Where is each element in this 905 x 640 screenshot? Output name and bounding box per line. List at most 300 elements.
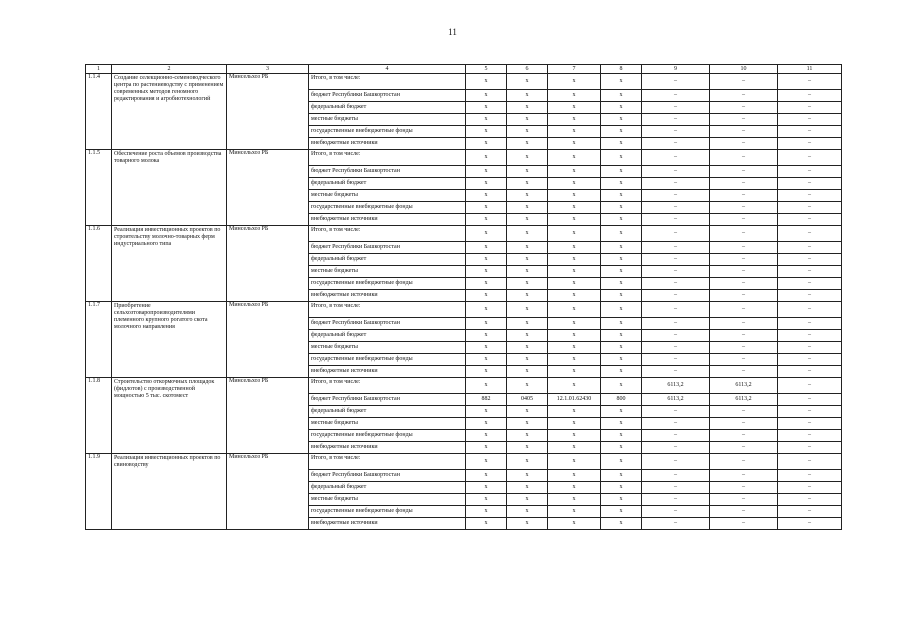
value-cell-c11: – [778, 202, 842, 214]
value-cell-c7: х [548, 378, 601, 394]
funding-source-label: Итого, в том числе: [309, 74, 466, 90]
header-row [86, 65, 842, 74]
value-cell-c9: – [642, 482, 710, 494]
value-cell-c6: х [507, 302, 548, 318]
value-cell-c5: х [466, 138, 507, 150]
value-cell-c5: х [466, 430, 507, 442]
value-cell-c10: – [710, 150, 778, 166]
value-cell-c9: – [642, 150, 710, 166]
value-cell-c5: х [466, 366, 507, 378]
value-cell-c7: х [548, 266, 601, 278]
value-cell-c5: х [466, 254, 507, 266]
value-cell-c5: х [466, 278, 507, 290]
value-cell-c11: – [778, 394, 842, 406]
value-cell-c7: х [548, 342, 601, 354]
value-cell-c9: 6113,2 [642, 394, 710, 406]
value-cell-c9: – [642, 406, 710, 418]
value-cell-c10: – [710, 102, 778, 114]
value-cell-c5: х [466, 166, 507, 178]
value-cell-c9: – [642, 254, 710, 266]
value-cell-c11: – [778, 494, 842, 506]
value-cell-c5: х [466, 90, 507, 102]
value-cell-c9: – [642, 166, 710, 178]
funding-source-label: внебюджетные источники [309, 138, 466, 150]
section-number: 1.1.4 [86, 74, 112, 150]
value-cell-c11: – [778, 482, 842, 494]
section-title: Обеспечение роста объемов производства товарного молока [112, 150, 227, 226]
value-cell-c8: х [601, 342, 642, 354]
value-cell-c10: – [710, 454, 778, 470]
value-cell-c8: х [601, 202, 642, 214]
funding-source-label: бюджет Республики Башкортостан [309, 242, 466, 254]
value-cell-c8: х [601, 318, 642, 330]
value-cell-c7: х [548, 418, 601, 430]
value-cell-c7: х [548, 482, 601, 494]
value-cell-c7: х [548, 366, 601, 378]
value-cell-c5: х [466, 454, 507, 470]
value-cell-c11: – [778, 150, 842, 166]
value-cell-c7: х [548, 166, 601, 178]
header-cell: 4 [309, 65, 466, 74]
value-cell-c6: х [507, 114, 548, 126]
value-cell-c7: х [548, 302, 601, 318]
value-cell-c7: х [548, 330, 601, 342]
value-cell-c7: х [548, 506, 601, 518]
page-number: 11 [448, 27, 457, 37]
section-title: Приобретение сельхозтоваропроизводителями племенного крупного рогатого скота молочного направления [112, 302, 227, 378]
value-cell-c11: – [778, 318, 842, 330]
value-cell-c9: – [642, 518, 710, 530]
funding-source-label: внебюджетные источники [309, 518, 466, 530]
value-cell-c6: х [507, 90, 548, 102]
section-title: Создание селекционно-семеноводческого центра по растениеводству с применением современных методов геномного редактирования и агробиотехнологий [112, 74, 227, 150]
header-cell: 2 [112, 65, 227, 74]
value-cell-c10: – [710, 494, 778, 506]
value-cell-c8: х [601, 430, 642, 442]
header-cell: 11 [778, 65, 842, 74]
value-cell-c10: – [710, 242, 778, 254]
value-cell-c11: – [778, 102, 842, 114]
value-cell-c11: – [778, 90, 842, 102]
value-cell-c6: х [507, 470, 548, 482]
value-cell-c5: х [466, 242, 507, 254]
value-cell-c10: – [710, 254, 778, 266]
funding-source-label: государственные внебюджетные фонды [309, 202, 466, 214]
funding-source-label: местные бюджеты [309, 418, 466, 430]
value-cell-c10: – [710, 430, 778, 442]
table-row [86, 150, 842, 166]
funding-source-label: федеральный бюджет [309, 254, 466, 266]
funding-source-label: Итого, в том числе: [309, 226, 466, 242]
value-cell-c6: х [507, 418, 548, 430]
value-cell-c9: – [642, 302, 710, 318]
value-cell-c11: – [778, 302, 842, 318]
header-cell: 9 [642, 65, 710, 74]
value-cell-c9: – [642, 366, 710, 378]
value-cell-c10: – [710, 266, 778, 278]
value-cell-c10: – [710, 214, 778, 226]
value-cell-c10: – [710, 302, 778, 318]
value-cell-c9: – [642, 318, 710, 330]
value-cell-c9: – [642, 266, 710, 278]
value-cell-c11: – [778, 266, 842, 278]
value-cell-c11: – [778, 254, 842, 266]
value-cell-c9: – [642, 470, 710, 482]
value-cell-c5: х [466, 330, 507, 342]
value-cell-c9: – [642, 242, 710, 254]
value-cell-c8: х [601, 102, 642, 114]
value-cell-c6: х [507, 214, 548, 226]
value-cell-c5: х [466, 494, 507, 506]
value-cell-c7: х [548, 442, 601, 454]
value-cell-c7: х [548, 114, 601, 126]
value-cell-c10: – [710, 278, 778, 290]
value-cell-c11: – [778, 138, 842, 150]
value-cell-c7: х [548, 290, 601, 302]
value-cell-c5: х [466, 178, 507, 190]
value-cell-c7: х [548, 454, 601, 470]
value-cell-c8: 800 [601, 394, 642, 406]
value-cell-c8: х [601, 74, 642, 90]
value-cell-c8: х [601, 494, 642, 506]
value-cell-c5: х [466, 470, 507, 482]
value-cell-c5: х [466, 442, 507, 454]
value-cell-c10: – [710, 442, 778, 454]
value-cell-c6: х [507, 378, 548, 394]
value-cell-c6: х [507, 342, 548, 354]
value-cell-c5: х [466, 342, 507, 354]
funding-source-label: Итого, в том числе: [309, 150, 466, 166]
value-cell-c7: х [548, 430, 601, 442]
value-cell-c7: х [548, 406, 601, 418]
funding-source-label: местные бюджеты [309, 266, 466, 278]
funding-source-label: государственные внебюджетные фонды [309, 278, 466, 290]
value-cell-c10: 6113,2 [710, 394, 778, 406]
value-cell-c10: – [710, 126, 778, 138]
value-cell-c7: х [548, 494, 601, 506]
section-executor: Минсельхоз РБ [227, 454, 309, 530]
header-cell: 3 [227, 65, 309, 74]
funding-source-label: государственные внебюджетные фонды [309, 430, 466, 442]
value-cell-c6: х [507, 138, 548, 150]
value-cell-c6: х [507, 506, 548, 518]
value-cell-c9: – [642, 354, 710, 366]
value-cell-c11: – [778, 470, 842, 482]
value-cell-c8: х [601, 138, 642, 150]
value-cell-c10: – [710, 190, 778, 202]
value-cell-c6: х [507, 406, 548, 418]
header-cell: 10 [710, 65, 778, 74]
value-cell-c10: – [710, 418, 778, 430]
value-cell-c11: – [778, 454, 842, 470]
value-cell-c8: х [601, 366, 642, 378]
value-cell-c6: х [507, 150, 548, 166]
funding-source-label: федеральный бюджет [309, 482, 466, 494]
value-cell-c11: – [778, 442, 842, 454]
funding-source-label: государственные внебюджетные фонды [309, 354, 466, 366]
value-cell-c5: х [466, 126, 507, 138]
value-cell-c11: – [778, 190, 842, 202]
value-cell-c9: – [642, 290, 710, 302]
value-cell-c9: – [642, 138, 710, 150]
value-cell-c7: х [548, 90, 601, 102]
value-cell-c5: х [466, 418, 507, 430]
value-cell-c5: х [466, 354, 507, 366]
value-cell-c5: х [466, 290, 507, 302]
value-cell-c10: – [710, 138, 778, 150]
funding-source-label: федеральный бюджет [309, 330, 466, 342]
value-cell-c10: – [710, 366, 778, 378]
value-cell-c7: х [548, 470, 601, 482]
value-cell-c10: – [710, 290, 778, 302]
value-cell-c10: – [710, 342, 778, 354]
value-cell-c9: – [642, 330, 710, 342]
value-cell-c8: х [601, 278, 642, 290]
value-cell-c5: х [466, 266, 507, 278]
value-cell-c11: – [778, 214, 842, 226]
value-cell-c9: – [642, 454, 710, 470]
value-cell-c11: – [778, 518, 842, 530]
value-cell-c6: х [507, 442, 548, 454]
value-cell-c7: 12.1.01.62430 [548, 394, 601, 406]
value-cell-c11: – [778, 178, 842, 190]
value-cell-c6: х [507, 366, 548, 378]
value-cell-c10: – [710, 506, 778, 518]
section-number: 1.1.7 [86, 302, 112, 378]
value-cell-c6: х [507, 290, 548, 302]
funding-source-label: бюджет Республики Башкортостан [309, 90, 466, 102]
value-cell-c11: – [778, 126, 842, 138]
header-cell: 8 [601, 65, 642, 74]
value-cell-c11: – [778, 506, 842, 518]
value-cell-c10: – [710, 226, 778, 242]
section-executor: Минсельхоз РБ [227, 302, 309, 378]
funding-source-label: бюджет Республики Башкортостан [309, 166, 466, 178]
value-cell-c9: – [642, 430, 710, 442]
value-cell-c10: – [710, 74, 778, 90]
value-cell-c9: – [642, 442, 710, 454]
funding-source-label: Итого, в том числе: [309, 302, 466, 318]
value-cell-c11: – [778, 366, 842, 378]
value-cell-c7: х [548, 214, 601, 226]
header-cell: 1 [86, 65, 112, 74]
section-executor: Минсельхоз РБ [227, 74, 309, 150]
value-cell-c5: х [466, 482, 507, 494]
funding-source-label: федеральный бюджет [309, 178, 466, 190]
value-cell-c8: х [601, 518, 642, 530]
value-cell-c6: х [507, 178, 548, 190]
value-cell-c8: х [601, 418, 642, 430]
value-cell-c6: 0405 [507, 394, 548, 406]
funding-source-label: внебюджетные источники [309, 290, 466, 302]
value-cell-c8: х [601, 126, 642, 138]
header-cell: 5 [466, 65, 507, 74]
value-cell-c5: х [466, 506, 507, 518]
value-cell-c6: х [507, 518, 548, 530]
value-cell-c7: х [548, 150, 601, 166]
value-cell-c7: х [548, 178, 601, 190]
value-cell-c9: – [642, 494, 710, 506]
value-cell-c5: х [466, 190, 507, 202]
funding-source-label: Итого, в том числе: [309, 454, 466, 470]
value-cell-c7: х [548, 202, 601, 214]
value-cell-c6: х [507, 74, 548, 90]
value-cell-c9: – [642, 418, 710, 430]
value-cell-c7: х [548, 102, 601, 114]
funding-source-label: федеральный бюджет [309, 102, 466, 114]
value-cell-c8: х [601, 226, 642, 242]
value-cell-c5: х [466, 150, 507, 166]
value-cell-c9: – [642, 102, 710, 114]
value-cell-c8: х [601, 406, 642, 418]
value-cell-c9: – [642, 90, 710, 102]
funding-source-label: внебюджетные источники [309, 366, 466, 378]
value-cell-c7: х [548, 74, 601, 90]
section-executor: Минсельхоз РБ [227, 226, 309, 302]
value-cell-c6: х [507, 166, 548, 178]
value-cell-c9: – [642, 506, 710, 518]
value-cell-c8: х [601, 290, 642, 302]
value-cell-c11: – [778, 354, 842, 366]
value-cell-c9: – [642, 74, 710, 90]
value-cell-c10: – [710, 518, 778, 530]
funding-source-label: внебюджетные источники [309, 214, 466, 226]
value-cell-c11: – [778, 430, 842, 442]
value-cell-c8: х [601, 214, 642, 226]
header-cell: 6 [507, 65, 548, 74]
value-cell-c8: х [601, 150, 642, 166]
value-cell-c6: х [507, 254, 548, 266]
value-cell-c11: – [778, 226, 842, 242]
funding-source-label: Итого, в том числе: [309, 378, 466, 394]
section-executor: Минсельхоз РБ [227, 378, 309, 454]
header-cell: 7 [548, 65, 601, 74]
funding-source-label: местные бюджеты [309, 114, 466, 126]
value-cell-c10: – [710, 406, 778, 418]
value-cell-c11: – [778, 242, 842, 254]
value-cell-c10: – [710, 202, 778, 214]
funding-source-label: федеральный бюджет [309, 406, 466, 418]
value-cell-c6: х [507, 226, 548, 242]
value-cell-c5: х [466, 518, 507, 530]
value-cell-c6: х [507, 330, 548, 342]
value-cell-c8: х [601, 90, 642, 102]
value-cell-c8: х [601, 482, 642, 494]
value-cell-c7: х [548, 138, 601, 150]
value-cell-c8: х [601, 302, 642, 318]
value-cell-c6: х [507, 318, 548, 330]
table-row [86, 302, 842, 318]
section-title: Строительство откормочных площадок (фидлотов) с производственной мощностью 5 тыс. скотомест [112, 378, 227, 454]
table-row [86, 454, 842, 470]
value-cell-c7: х [548, 354, 601, 366]
value-cell-c10: 6113,2 [710, 378, 778, 394]
value-cell-c6: х [507, 430, 548, 442]
value-cell-c6: х [507, 190, 548, 202]
value-cell-c7: х [548, 190, 601, 202]
value-cell-c10: – [710, 178, 778, 190]
funding-source-label: бюджет Республики Башкортостан [309, 394, 466, 406]
value-cell-c9: – [642, 126, 710, 138]
value-cell-c7: х [548, 278, 601, 290]
value-cell-c5: х [466, 114, 507, 126]
value-cell-c7: х [548, 254, 601, 266]
value-cell-c6: х [507, 494, 548, 506]
value-cell-c10: – [710, 318, 778, 330]
value-cell-c11: – [778, 342, 842, 354]
value-cell-c5: 882 [466, 394, 507, 406]
value-cell-c8: х [601, 190, 642, 202]
value-cell-c5: х [466, 406, 507, 418]
section-number: 1.1.5 [86, 150, 112, 226]
value-cell-c8: х [601, 178, 642, 190]
value-cell-c6: х [507, 266, 548, 278]
section-number: 1.1.6 [86, 226, 112, 302]
value-cell-c9: 6113,2 [642, 378, 710, 394]
value-cell-c6: х [507, 278, 548, 290]
value-cell-c9: – [642, 214, 710, 226]
funding-source-label: местные бюджеты [309, 342, 466, 354]
value-cell-c8: х [601, 166, 642, 178]
value-cell-c10: – [710, 470, 778, 482]
value-cell-c8: х [601, 242, 642, 254]
value-cell-c10: – [710, 90, 778, 102]
value-cell-c7: х [548, 126, 601, 138]
value-cell-c5: х [466, 378, 507, 394]
value-cell-c8: х [601, 470, 642, 482]
value-cell-c5: х [466, 102, 507, 114]
value-cell-c11: – [778, 74, 842, 90]
value-cell-c11: – [778, 418, 842, 430]
value-cell-c11: – [778, 378, 842, 394]
value-cell-c5: х [466, 202, 507, 214]
value-cell-c6: х [507, 354, 548, 366]
value-cell-c8: х [601, 254, 642, 266]
value-cell-c9: – [642, 226, 710, 242]
value-cell-c11: – [778, 330, 842, 342]
funding-source-label: внебюджетные источники [309, 442, 466, 454]
value-cell-c6: х [507, 242, 548, 254]
value-cell-c10: – [710, 114, 778, 126]
value-cell-c10: – [710, 482, 778, 494]
table-row [86, 378, 842, 394]
table-row [86, 74, 842, 90]
funding-source-label: местные бюджеты [309, 494, 466, 506]
section-number: 1.1.9 [86, 454, 112, 530]
value-cell-c6: х [507, 482, 548, 494]
funding-source-label: местные бюджеты [309, 190, 466, 202]
value-cell-c9: – [642, 114, 710, 126]
value-cell-c8: х [601, 454, 642, 470]
value-cell-c5: х [466, 226, 507, 242]
value-cell-c11: – [778, 166, 842, 178]
value-cell-c10: – [710, 330, 778, 342]
value-cell-c9: – [642, 202, 710, 214]
value-cell-c5: х [466, 74, 507, 90]
value-cell-c6: х [507, 202, 548, 214]
value-cell-c8: х [601, 114, 642, 126]
value-cell-c7: х [548, 226, 601, 242]
value-cell-c11: – [778, 290, 842, 302]
value-cell-c8: х [601, 330, 642, 342]
value-cell-c9: – [642, 178, 710, 190]
value-cell-c11: – [778, 278, 842, 290]
value-cell-c5: х [466, 302, 507, 318]
value-cell-c10: – [710, 354, 778, 366]
budget-table [85, 64, 842, 530]
value-cell-c6: х [507, 102, 548, 114]
value-cell-c7: х [548, 518, 601, 530]
